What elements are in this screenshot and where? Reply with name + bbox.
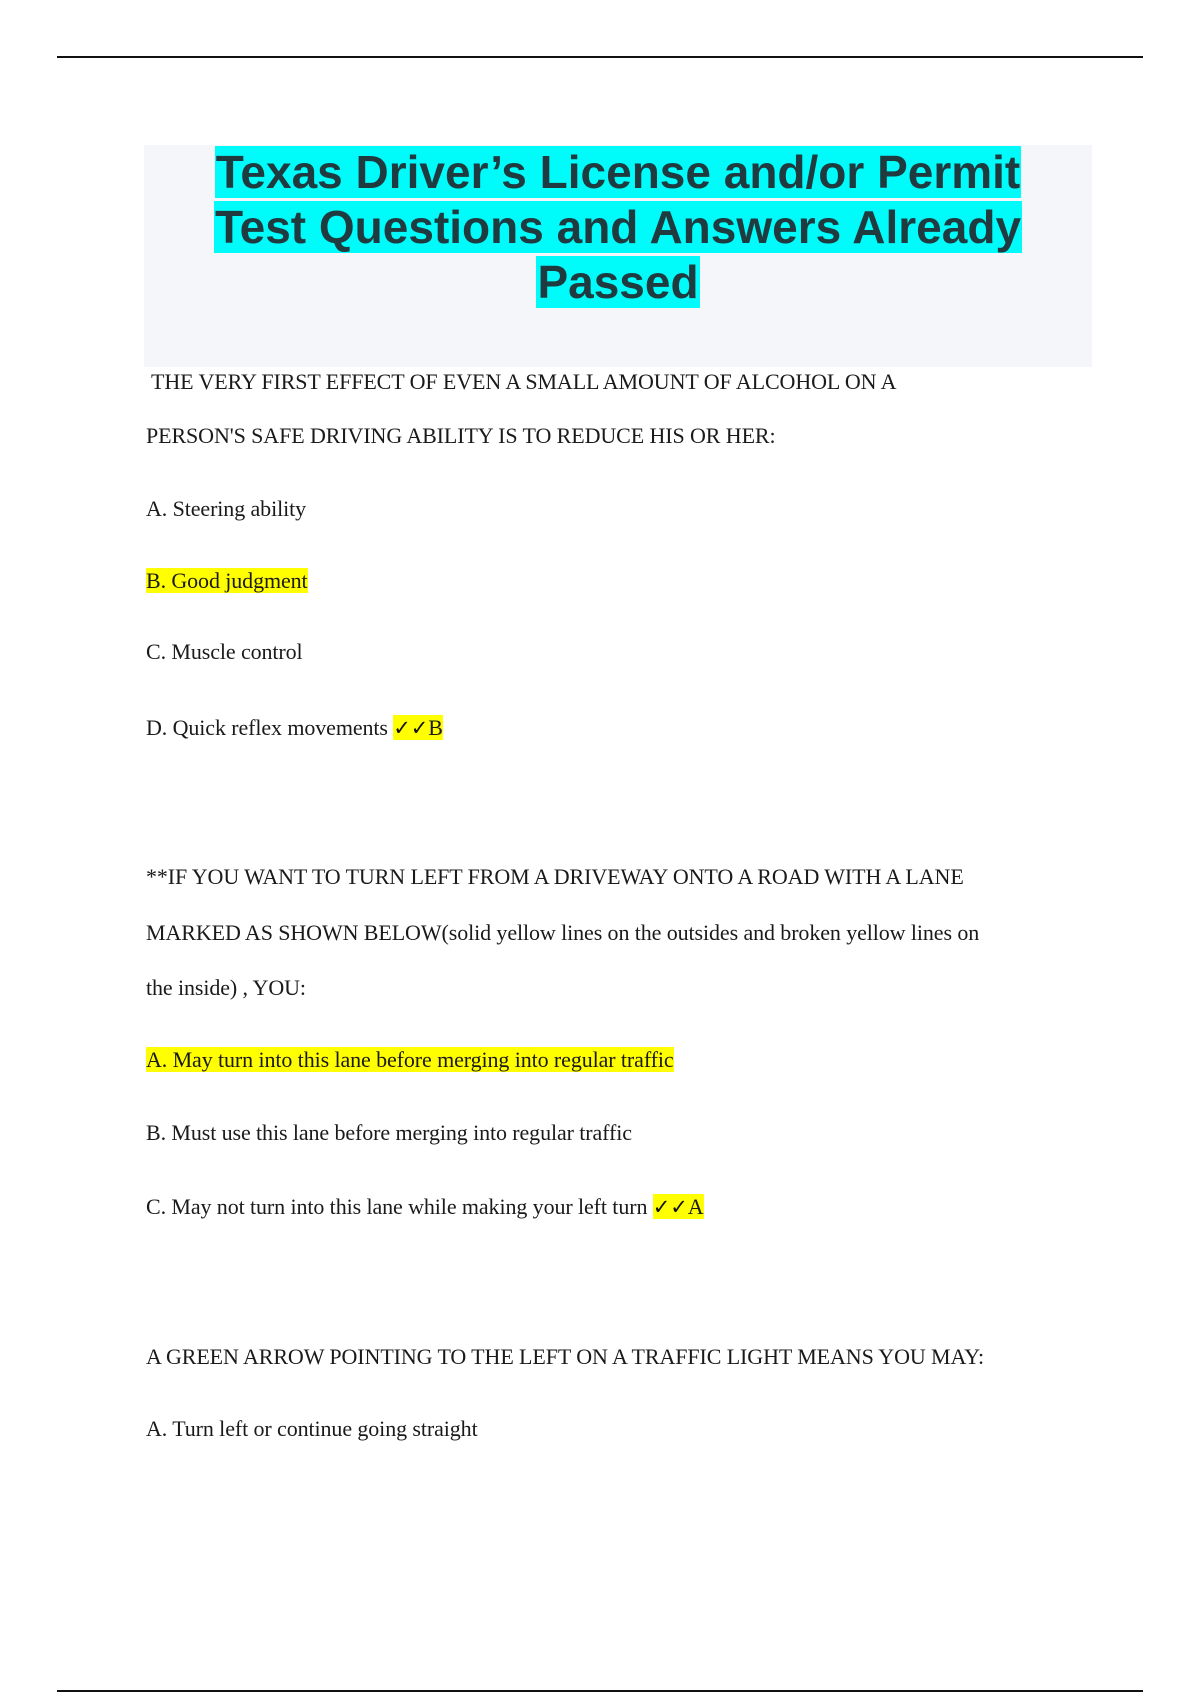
question-1-line-2: PERSON'S SAFE DRIVING ABILITY IS TO REDUCE HIS OR HER:: [146, 423, 776, 448]
document-title: [144, 145, 1092, 310]
question-1-line-1: THE VERY FIRST EFFECT OF EVEN A SMALL AMOUNT OF ALCOHOL ON A: [146, 369, 897, 394]
title-banner: [144, 145, 1092, 367]
question-2-line-1: **IF YOU WANT TO TURN LEFT FROM A DRIVEWAY ONTO A ROAD WITH A LANE: [146, 864, 964, 889]
correct-option-highlight: B. Good judgment: [146, 568, 308, 593]
title-line-1: Texas Driver’s License and/or Permit: [215, 146, 1021, 198]
question-1-option-d: [146, 714, 443, 742]
question-3-line-1: A GREEN ARROW POINTING TO THE LEFT ON A TRAFFIC LIGHT MEANS YOU MAY:: [146, 1344, 985, 1369]
answer-letter: B: [428, 715, 443, 740]
header-rule: [57, 56, 1143, 58]
question-2-option-b: B. Must use this lane before merging into regular traffic: [146, 1120, 632, 1145]
question-2-line-2: MARKED AS SHOWN BELOW(solid yellow lines on the outsides and broken yellow lines on: [146, 920, 980, 945]
double-check-icon: ✓✓: [393, 716, 429, 740]
footer-rule: [57, 1690, 1143, 1692]
option-c-text: C. May not turn into this lane while making your left turn: [146, 1194, 653, 1219]
question-2-option-a: [146, 1046, 674, 1074]
correct-option-highlight: A. May turn into this lane before merging into regular traffic: [146, 1047, 674, 1072]
question-3-option-a: A. Turn left or continue going straight: [146, 1416, 478, 1441]
answer-key: [393, 715, 443, 740]
title-line-3: Passed: [537, 256, 699, 308]
question-1-option-a: A. Steering ability: [146, 496, 307, 521]
question-2-line-3: the inside) , YOU:: [146, 975, 306, 1000]
question-2-option-c: [146, 1193, 704, 1221]
answer-key: [653, 1194, 704, 1219]
question-1-option-b: [146, 567, 308, 595]
title-line-2: Test Questions and Answers Already: [214, 201, 1022, 253]
option-d-text: D. Quick reflex movements: [146, 715, 394, 740]
double-check-icon: ✓✓: [652, 1195, 688, 1219]
question-1-option-c: C. Muscle control: [146, 639, 303, 664]
answer-letter: A: [687, 1194, 704, 1219]
